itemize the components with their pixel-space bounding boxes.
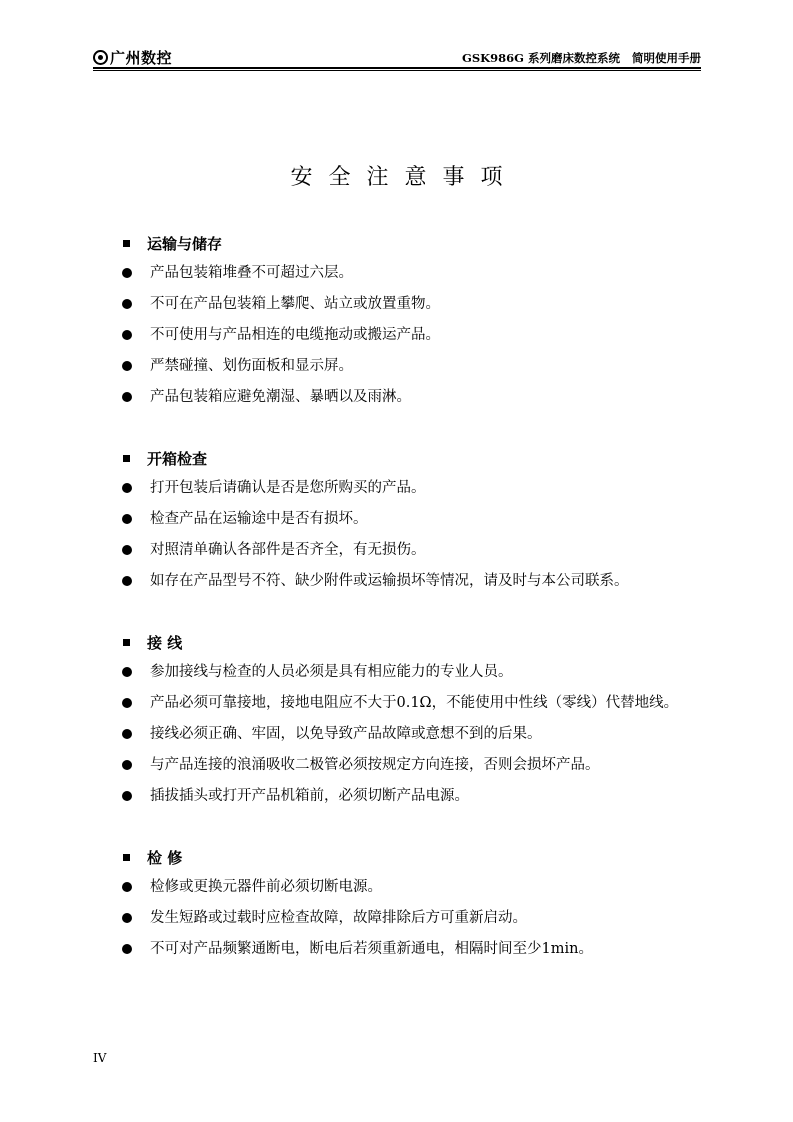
list-item	[118, 535, 718, 566]
list-item-text: 不可在产品包装箱上攀爬、站立或放置重物。	[150, 296, 440, 312]
square-bullet-icon	[123, 854, 130, 861]
list-item	[118, 289, 718, 320]
section-heading-text: 运输与储存	[147, 234, 223, 253]
section-transport-storage	[118, 228, 718, 413]
bullet-icon	[122, 698, 132, 708]
list-item	[118, 688, 718, 719]
section-heading-text: 检 修	[147, 848, 183, 867]
bullet-icon	[122, 667, 132, 677]
list-item-text: 对照清单确认各部件是否齐全，有无损伤。	[150, 542, 426, 558]
list-item	[118, 872, 718, 903]
section-unpacking-inspection	[118, 443, 718, 597]
list-item	[118, 657, 718, 688]
bullet-icon	[122, 392, 132, 402]
page-header	[93, 46, 701, 68]
list-item-text: 产品包装箱应避免潮湿、暴晒以及雨淋。	[150, 389, 411, 405]
page-title: 安全注意事项	[290, 165, 519, 190]
section-heading-text: 开箱检查	[147, 449, 208, 468]
square-bullet-icon	[123, 639, 130, 646]
bullet-icon	[122, 545, 132, 555]
bullet-icon	[122, 483, 132, 493]
list-item	[118, 382, 718, 413]
list-item	[118, 781, 718, 812]
list-item-text: 与产品连接的浪涌吸收二极管必须按规定方向连接，否则会损坏产品。	[150, 757, 600, 773]
list-item	[118, 750, 718, 781]
bullet-icon	[122, 944, 132, 954]
list-item-text: 接线必须正确、牢固，以免导致产品故障或意想不到的后果。	[150, 726, 542, 742]
square-bullet-icon	[123, 455, 130, 462]
bullet-icon	[122, 913, 132, 923]
section-wiring	[118, 627, 718, 812]
list-item-text: 检查产品在运输途中是否有损坏。	[150, 511, 368, 527]
section-maintenance	[118, 842, 718, 965]
list-item-text: 插拔插头或打开产品机箱前，必须切断产品电源。	[150, 788, 469, 804]
list-item-text: 打开包装后请确认是否是您所购买的产品。	[150, 480, 426, 496]
list-item	[118, 320, 718, 351]
bullet-icon	[122, 882, 132, 892]
bullet-icon	[122, 330, 132, 340]
list-item	[118, 473, 718, 504]
section-heading	[118, 842, 718, 872]
list-item	[118, 934, 718, 965]
section-heading	[118, 627, 718, 657]
header-rule-thick	[93, 67, 701, 69]
list-item-text: 不可使用与产品相连的电缆拖动或搬运产品。	[150, 327, 440, 343]
header-rule-thin	[93, 70, 701, 71]
bullet-icon	[122, 268, 132, 278]
list-item	[118, 351, 718, 382]
section-heading-text: 接 线	[147, 633, 183, 652]
list-item-text: 检修或更换元器件前必须切断电源。	[150, 879, 382, 895]
bullet-icon	[122, 760, 132, 770]
list-item	[118, 719, 718, 750]
logo-icon	[93, 50, 108, 65]
list-item-text: 严禁碰撞、划伤面板和显示屏。	[150, 358, 353, 374]
bullet-icon	[122, 299, 132, 309]
safety-content	[118, 228, 718, 995]
bullet-icon	[122, 791, 132, 801]
square-bullet-icon	[123, 240, 130, 247]
header-title: GSK986G 系列磨床数控系统 简明使用手册	[462, 51, 701, 65]
bullet-icon	[122, 514, 132, 524]
list-item	[118, 903, 718, 934]
list-item-text: 不可对产品频繁通断电，断电后若须重新通电，相隔时间至少1min。	[150, 941, 593, 957]
company-logo	[93, 48, 172, 66]
list-item	[118, 258, 718, 289]
section-heading	[118, 228, 718, 258]
bullet-icon	[122, 729, 132, 739]
list-item-text: 产品包装箱堆叠不可超过六层。	[150, 265, 353, 281]
list-item-text: 产品必须可靠接地，接地电阻应不大于0.1Ω，不能使用中性线（零线）代替地线。	[150, 695, 679, 711]
list-item	[118, 566, 718, 597]
logo-text: 广州数控	[110, 48, 173, 67]
list-item-text: 发生短路或过载时应检查故障，故障排除后方可重新启动。	[150, 910, 527, 926]
section-heading	[118, 443, 718, 473]
list-item-text: 如存在产品型号不符、缺少附件或运输损坏等情况，请及时与本公司联系。	[150, 573, 629, 589]
list-item-text: 参加接线与检查的人员必须是具有相应能力的专业人员。	[150, 664, 513, 680]
bullet-icon	[122, 576, 132, 586]
page-number: IV	[93, 1051, 107, 1065]
list-item	[118, 504, 718, 535]
bullet-icon	[122, 361, 132, 371]
